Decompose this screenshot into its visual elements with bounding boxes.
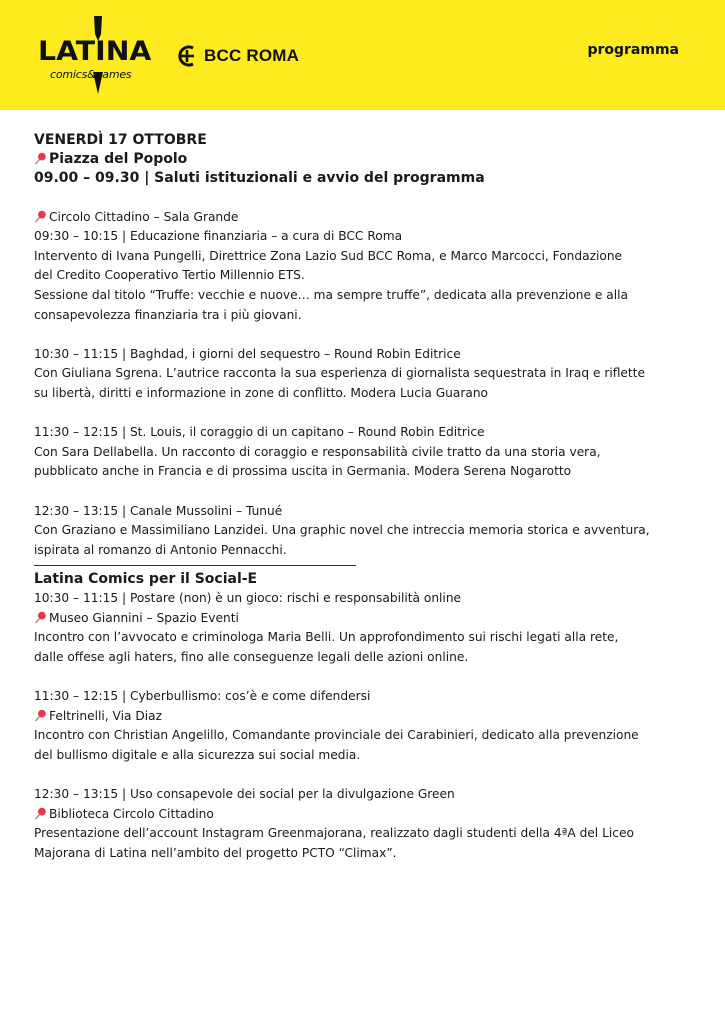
- pin-icon: [34, 210, 47, 223]
- event-title: 12:30 – 13:15 | Canale Mussolini – Tunué: [34, 503, 283, 518]
- header-bar: [0, 0, 725, 110]
- event-text: Con Sara Dellabella. Un racconto di coraggio e responsabilità civile tratto da una storia vera,: [34, 444, 601, 459]
- pin-icon: [34, 611, 47, 624]
- event-text: Intervento di Ivana Pungelli, Direttrice Zona Lazio Sud BCC Roma, e Marco Marcocci, Fondazione: [34, 248, 623, 263]
- day-title: VENERDÌ 17 OTTOBRE: [34, 132, 207, 148]
- bcc-roma-logo: [176, 42, 299, 70]
- bcc-mark-icon: [176, 44, 198, 68]
- event-text: Con Graziano e Massimiliano Lanzidei. Una graphic novel che intreccia memoria storica e avventura,: [34, 523, 650, 538]
- event-text: Sessione dal titolo “Truffe: vecchie e nuove… ma sempre truffe”, dedicata alla prevenzione e alla: [34, 287, 628, 302]
- event-text: Con Giuliana Sgrena. L’autrice racconta la sua esperienza di giornalista sequestrata in Iraq e riflette: [34, 366, 645, 381]
- event-text: del Credito Cooperativo Tertio Millennio ETS.: [34, 268, 305, 283]
- event-text: dalle offese agli haters, fino alle conseguenze legali delle azioni online.: [34, 650, 469, 665]
- opening-line: 09.00 – 09.30 | Saluti istituzionali e avvio del programma: [34, 170, 485, 186]
- section-divider: [34, 565, 356, 566]
- social-section-title: Latina Comics per il Social-E: [34, 571, 258, 588]
- event-block: [34, 227, 694, 325]
- event-title: 12:30 – 13:15 | Uso consapevole dei social per la divulgazione Green: [34, 787, 455, 802]
- event-text: Incontro con Christian Angelillo, Comandante provinciale dei Carabinieri, dedicato alla prevenzione: [34, 728, 639, 743]
- event-venue: Museo Giannini – Spazio Eventi: [34, 609, 694, 629]
- event-text: Incontro con l’avvocato e criminologa Maria Belli. Un approfondimento sui rischi legati alla rete,: [34, 630, 619, 645]
- event-venue: Feltrinelli, Via Diaz: [34, 707, 694, 727]
- logo-word: LATINA: [38, 36, 152, 67]
- event-title: 11:30 – 12:15 | Cyberbullismo: cos’è e come difendersi: [34, 689, 371, 704]
- event-text: consapevolezza finanziaria tra i più giovani.: [34, 307, 302, 322]
- event-text: ispirata al romanzo di Antonio Pennacchi.: [34, 542, 287, 557]
- program-content: [34, 131, 694, 864]
- pin-icon: [34, 709, 47, 722]
- event-block: [34, 502, 694, 561]
- header-label: programma: [587, 42, 679, 58]
- event-text: Presentazione dell’account Instagram Greenmajorana, realizzato dagli studenti della 4ªA del Liceo: [34, 826, 634, 841]
- event-title: 10:30 – 11:15 | Baghdad, i giorni del sequestro – Round Robin Editrice: [34, 346, 461, 361]
- social-event-block: [34, 687, 694, 765]
- logo-subtitle: comics&games: [50, 68, 132, 81]
- latina-comics-logo: [38, 14, 152, 94]
- event-title: 11:30 – 12:15 | St. Louis, il coraggio di un capitano – Round Robin Editrice: [34, 425, 485, 440]
- pin-icon: [34, 152, 47, 165]
- event-block: [34, 345, 694, 404]
- program-venue: Circolo Cittadino – Sala Grande: [34, 208, 694, 228]
- event-text: Majorana di Latina nell’ambito del progetto PCTO “Climax”.: [34, 846, 397, 860]
- event-title: 10:30 – 11:15 | Postare (non) è un gioco: rischi e responsabilità online: [34, 591, 462, 606]
- event-text: del bullismo digitale e alla sicurezza sui social media.: [34, 748, 361, 763]
- day-venue: Piazza del Popolo: [34, 150, 694, 169]
- event-venue: Biblioteca Circolo Cittadino: [34, 805, 694, 825]
- event-text: su libertà, diritti e informazione in zone di conflitto. Modera Lucia Guarano: [34, 385, 489, 400]
- event-text: pubblicato anche in Francia e di prossima uscita in Germania. Modera Serena Nogarotto: [34, 464, 572, 479]
- social-event-block: [34, 589, 694, 667]
- sponsor-name: BCC ROMA: [204, 46, 300, 65]
- social-event-block: [34, 785, 694, 863]
- event-block: [34, 423, 694, 482]
- pin-icon: [34, 807, 47, 820]
- event-title: 09:30 – 10:15 | Educazione finanziaria – a cura di BCC Roma: [34, 229, 403, 244]
